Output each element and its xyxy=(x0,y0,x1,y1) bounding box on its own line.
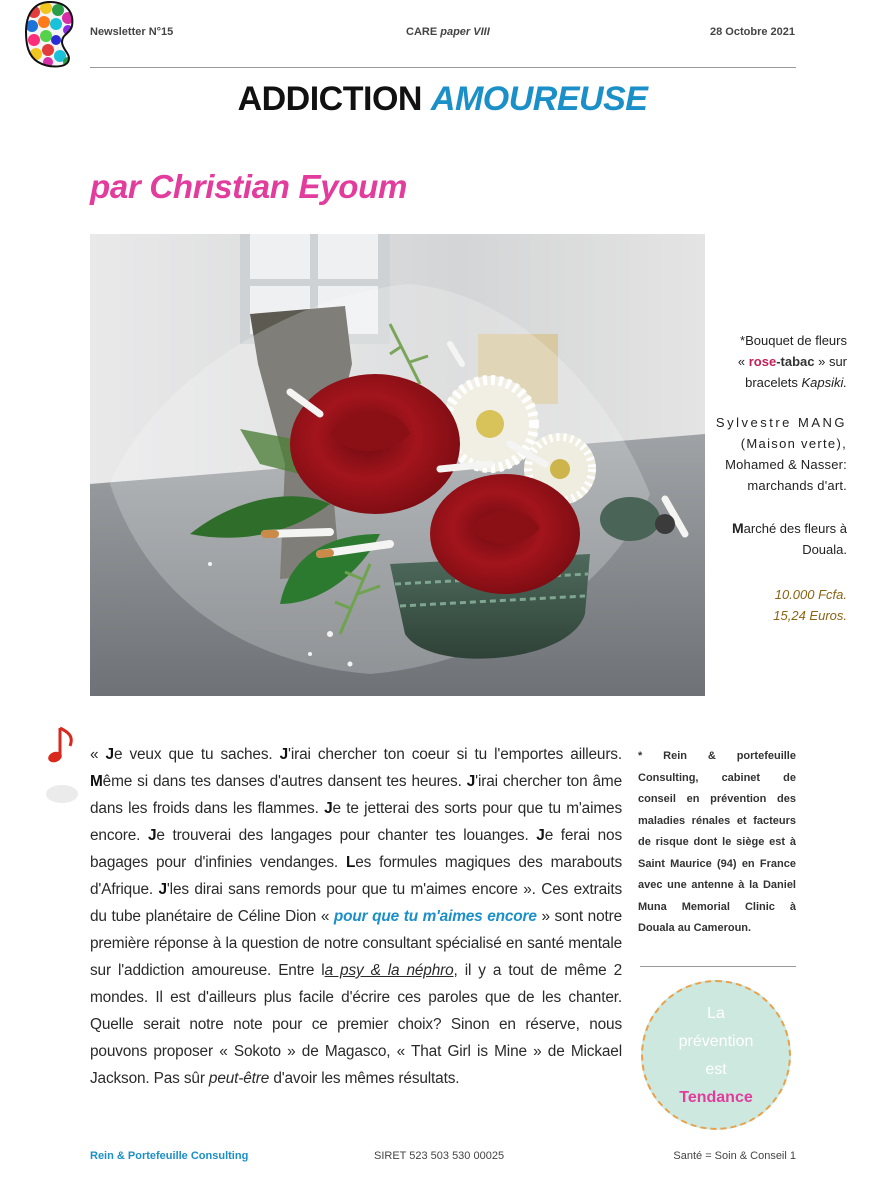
body-text: es formules magiques des marabouts d'Afrique. xyxy=(90,854,622,898)
sidebar-note: * Rein & portefeuille Consulting, cabinet de conseil en prévention des maladies rénales et facteurs de risque dont le siège est à Saint Maurice (94) en France avec une antenne à la Daniel Muna Memorial Clinic à Douala au Cameroun. xyxy=(638,750,796,934)
footer-page: Santé = Soin & Conseil 1 xyxy=(673,1150,796,1162)
footer-company: Rein & Portefeuille Consulting xyxy=(90,1150,249,1162)
footer-siret: SIRET 523 503 530 00025 xyxy=(374,1150,505,1162)
page-title xyxy=(0,80,885,119)
header-date: 28 Octobre 2021 xyxy=(710,26,795,38)
body-text: e ferai nos bagages pour d'infinies vendanges. xyxy=(90,827,622,871)
title-part-2: AMOUREUSE xyxy=(430,80,648,118)
caption-tabac: -tabac xyxy=(776,354,815,369)
drop-initial: J xyxy=(147,827,157,844)
caption-kapsiki: Kapsiki. xyxy=(801,375,847,390)
badge-line: est xyxy=(705,1061,727,1078)
prevention-badge xyxy=(641,980,791,1130)
body-text: e te jetterai des sorts pour que tu m'aimes encore. xyxy=(90,800,622,844)
body-text: 'les dirai sans remords pour que tu m'aimes encore ». Ces extraits du tube planétaire de Céline Dion « xyxy=(90,881,622,925)
caption-line: Mohamed & Nasser: xyxy=(725,457,847,472)
caption-line: *Bouquet de fleurs xyxy=(740,333,847,348)
caption-line: Douala. xyxy=(802,542,847,557)
header-publication xyxy=(406,26,490,38)
publication-name: CARE xyxy=(406,26,438,38)
drop-initial: J xyxy=(324,800,333,817)
drop-initial: J xyxy=(105,746,114,763)
caption-line: Sylvestre MANG xyxy=(715,415,847,430)
caption-line xyxy=(707,351,847,372)
music-note-icon xyxy=(40,722,80,808)
caption-quote-close: » sur xyxy=(814,354,847,369)
drop-initial: J xyxy=(279,746,289,763)
drop-initial: J xyxy=(536,827,545,844)
caption-price xyxy=(707,584,847,626)
caption-line: marchands d'art. xyxy=(747,478,847,493)
header-divider xyxy=(90,67,796,68)
bouquet-photo xyxy=(90,234,705,696)
caption-bracelets: bracelets xyxy=(745,375,802,390)
body-text: « xyxy=(90,746,106,763)
newsletter-number: Newsletter N°15 xyxy=(90,26,174,38)
price-fcfa: 10.000 Fcfa. xyxy=(774,587,847,602)
body-text: e trouverai des langages pour chanter tes louanges. xyxy=(156,827,537,844)
publication-issue: paper VIII xyxy=(440,26,490,38)
drop-initial: L xyxy=(345,854,356,871)
badge-tendance: Tendance xyxy=(679,1089,753,1106)
body-text: e veux que tu saches. xyxy=(113,746,280,763)
article-body xyxy=(90,741,622,1092)
body-text: » sont notre première réponse à la question de notre consultant spécialisé en santé mentale sur l'addiction amoureuse. Entre l xyxy=(90,908,622,979)
caption-bouquet xyxy=(707,330,847,393)
caption-credits xyxy=(707,412,847,496)
caption-initial: M xyxy=(731,520,744,536)
caption-quote: « xyxy=(737,354,749,369)
caption-market-text: arché des fleurs à xyxy=(743,521,847,536)
palette-logo-icon xyxy=(24,0,76,68)
body-text: ême si dans tes danses d'autres dansent tes heures. xyxy=(102,773,467,790)
price-euro: 15,24 Euros. xyxy=(773,608,847,623)
badge-line: prévention xyxy=(678,1033,754,1050)
author-byline: par Christian Eyoum xyxy=(90,168,408,205)
caption-market xyxy=(707,518,847,560)
sidebar-divider xyxy=(640,966,796,967)
body-text: , il y a tout de même 2 mondes. Il est d'ailleurs plus facile d'écrire ces paroles que de les chanter. Quelle serait notre note pour ce premier choix? Sinon en réserve, nous pouvons proposer « Sokoto » de Magasco, « That Girl is Mine » de Mickael Jackson. Pas sûr xyxy=(90,962,622,1087)
body-text: 'irai chercher ton coeur si tu l'emportes ailleurs. xyxy=(288,746,622,763)
body-text: 'irai chercher ton âme dans les froids dans les flammes. xyxy=(90,773,622,817)
badge-line: La xyxy=(707,1005,725,1022)
title-part-1: ADDICTION xyxy=(237,80,422,118)
caption-line xyxy=(707,372,847,393)
drop-initial: M xyxy=(90,773,103,790)
drop-initial: J xyxy=(158,881,167,898)
caption-rose: rose xyxy=(748,354,777,369)
underlined-text: a psy & la néphro xyxy=(324,962,454,979)
caption-line xyxy=(707,518,847,539)
italic-text: peut-être xyxy=(208,1070,270,1087)
caption-line: (Maison verte), xyxy=(740,436,847,451)
song-title: pour que tu m'aimes encore xyxy=(333,908,537,925)
drop-initial: J xyxy=(466,773,476,790)
body-text: d'avoir les mêmes résultats. xyxy=(269,1070,460,1087)
